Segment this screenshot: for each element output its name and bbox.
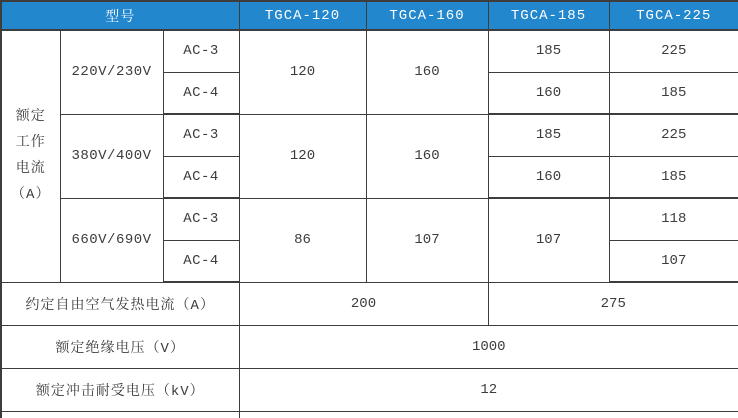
value-thermal-tgca120-160: 200 — [239, 282, 488, 325]
value-insulation-voltage: 1000 — [239, 325, 738, 368]
voltage-label-660-690: 660V/690V — [60, 198, 163, 282]
impulse-voltage-label: 额定冲击耐受电压（kV） — [1, 368, 239, 411]
model-header-tgca-160: TGCA-160 — [366, 1, 488, 30]
voltage-label-380-400: 380V/400V — [60, 114, 163, 198]
rated-current-label-line1: 额定 — [15, 109, 46, 126]
value-660v-tgca120: 86 — [239, 198, 366, 282]
rated-current-label-line3: 电流 — [15, 161, 46, 178]
row-clipped-next — [1, 411, 738, 418]
value-380v-ac3-tgca225: 225 — [609, 114, 738, 156]
value-220v-tgca160: 160 — [366, 30, 488, 114]
value-660v-ac4-tgca225: 107 — [609, 240, 738, 282]
row-thermal-current — [1, 282, 738, 325]
rated-current-label-line2: 工作 — [15, 135, 46, 152]
value-660v-tgca160: 107 — [366, 198, 488, 282]
value-660v-ac3-tgca225: 118 — [609, 198, 738, 240]
rated-current-label-line4: （A） — [11, 187, 51, 204]
value-380v-tgca120: 120 — [239, 114, 366, 198]
table-header-row — [1, 1, 738, 30]
thermal-current-label: 约定自由空气发热电流（A） — [1, 282, 239, 325]
row-220v-ac3 — [1, 30, 738, 72]
row-660v-ac3 — [1, 198, 738, 240]
value-impulse-voltage: 12 — [239, 368, 738, 411]
model-header-tgca-225: TGCA-225 — [609, 1, 738, 30]
value-380v-ac4-tgca225: 185 — [609, 156, 738, 198]
clipped-value-cell — [239, 411, 738, 418]
utilization-ac4-label: AC-4 — [163, 72, 239, 114]
rated-current-label — [1, 30, 60, 282]
utilization-ac3-label: AC-3 — [163, 30, 239, 72]
utilization-ac3-label: AC-3 — [163, 114, 239, 156]
model-header-cell: 型号 — [1, 1, 239, 30]
model-header-tgca-185: TGCA-185 — [488, 1, 609, 30]
value-220v-tgca120: 120 — [239, 30, 366, 114]
value-220v-ac4-tgca225: 185 — [609, 72, 738, 114]
utilization-ac4-label: AC-4 — [163, 240, 239, 282]
value-thermal-tgca185-225: 275 — [488, 282, 738, 325]
value-380v-tgca160: 160 — [366, 114, 488, 198]
value-220v-ac4-tgca185: 160 — [488, 72, 609, 114]
clipped-label-cell — [1, 411, 239, 418]
row-impulse-voltage — [1, 368, 738, 411]
value-380v-ac3-tgca185: 185 — [488, 114, 609, 156]
voltage-label-220-230: 220V/230V — [60, 30, 163, 114]
value-220v-ac3-tgca185: 185 — [488, 30, 609, 72]
value-220v-ac3-tgca225: 225 — [609, 30, 738, 72]
utilization-ac3-label: AC-3 — [163, 198, 239, 240]
model-header-tgca-120: TGCA-120 — [239, 1, 366, 30]
row-insulation-voltage — [1, 325, 738, 368]
value-380v-ac4-tgca185: 160 — [488, 156, 609, 198]
utilization-ac4-label: AC-4 — [163, 156, 239, 198]
insulation-voltage-label: 额定绝缘电压（V） — [1, 325, 239, 368]
value-660v-tgca185: 107 — [488, 198, 609, 282]
row-380v-ac3 — [1, 114, 738, 156]
